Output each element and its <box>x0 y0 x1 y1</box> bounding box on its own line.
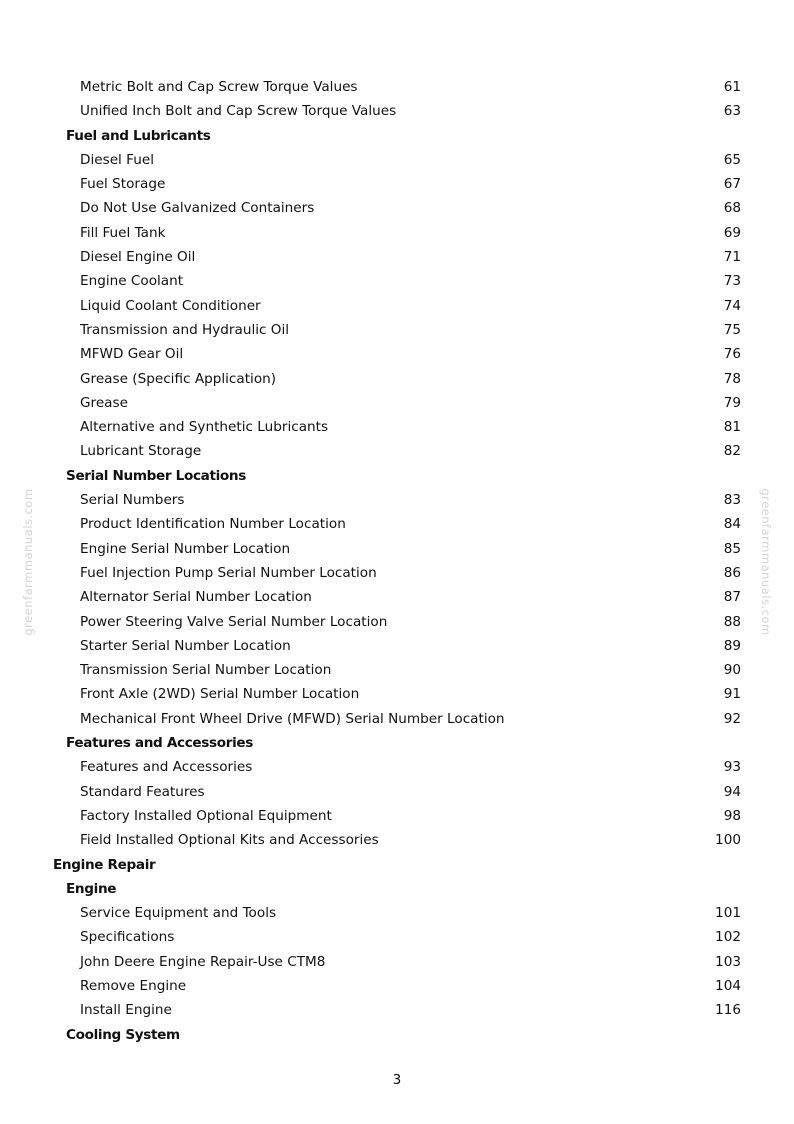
toc-entry[interactable] <box>0 901 794 925</box>
toc-entry[interactable] <box>0 415 794 439</box>
toc-entry[interactable] <box>0 488 794 512</box>
toc-entry-page: 90 <box>723 662 741 679</box>
toc-entry-page: 83 <box>723 492 741 509</box>
toc-entry-title: Engine <box>66 880 117 897</box>
toc-entry-title: Metric Bolt and Cap Screw Torque Values <box>80 79 358 95</box>
toc-entry-title: Unified Inch Bolt and Cap Screw Torque Values <box>80 103 397 120</box>
toc-entry-title: Install Engine <box>80 1002 172 1019</box>
toc-entry[interactable] <box>0 99 794 123</box>
toc-entry-page: 98 <box>723 807 741 824</box>
toc-entry-title: Specifications <box>80 929 175 946</box>
toc-entry[interactable] <box>0 537 794 561</box>
toc-entry-title: Mechanical Front Wheel Drive (MFWD) Serial Number Location <box>80 710 505 727</box>
toc-entry[interactable] <box>0 828 794 852</box>
toc-entry-page: 76 <box>723 346 741 363</box>
toc-entry-page: 102 <box>715 929 741 946</box>
toc-entry-title: Fuel Storage <box>80 176 166 193</box>
toc-entry[interactable] <box>0 755 794 779</box>
toc-entry-title: Diesel Fuel <box>80 151 154 168</box>
toc-entry-page: 88 <box>723 613 741 630</box>
toc-entry[interactable] <box>0 342 794 366</box>
toc-entry[interactable] <box>0 172 794 196</box>
toc-entry-title: Starter Serial Number Location <box>80 637 291 654</box>
toc-entry-title: Front Axle (2WD) Serial Number Location <box>80 686 360 703</box>
toc-entry-title: Transmission Serial Number Location <box>80 662 332 679</box>
toc-entry[interactable] <box>0 148 794 172</box>
toc-entry[interactable] <box>0 804 794 828</box>
toc-entry[interactable] <box>0 853 794 877</box>
toc-entry[interactable] <box>0 512 794 536</box>
toc-entry-title: Standard Features <box>80 783 205 800</box>
toc-entry-title: Engine Coolant <box>80 273 184 290</box>
toc-entry-page: 89 <box>723 637 741 654</box>
toc-entry-title: Alternator Serial Number Location <box>80 589 312 606</box>
toc-entry-title: Transmission and Hydraulic Oil <box>80 321 290 338</box>
toc-entry[interactable] <box>0 269 794 293</box>
toc-entry-page: 75 <box>723 321 741 338</box>
toc-entry-title: Power Steering Valve Serial Number Location <box>80 613 388 630</box>
toc-entry[interactable] <box>0 318 794 342</box>
toc-entry[interactable] <box>0 780 794 804</box>
toc-entry-title: Grease <box>80 394 128 411</box>
toc-entry-page: 81 <box>723 419 741 436</box>
toc-entry-page: 84 <box>723 516 741 533</box>
toc-entry[interactable] <box>0 998 794 1022</box>
toc-entry-page: 93 <box>723 759 741 776</box>
toc-entry[interactable] <box>0 634 794 658</box>
toc-entry-page: 79 <box>723 394 741 411</box>
toc-entry[interactable] <box>0 658 794 682</box>
toc-entry-title: Engine Repair <box>53 856 156 873</box>
toc-entry-title: Product Identification Number Location <box>80 516 346 533</box>
toc-entry-title: Lubricant Storage <box>80 443 202 460</box>
toc-entry-title: Do Not Use Galvanized Containers <box>80 200 315 217</box>
toc-entry-page: 65 <box>723 151 741 168</box>
toc-entry-page: 103 <box>715 953 741 970</box>
toc-entry-page: 94 <box>723 783 741 800</box>
toc-entry-title: Fill Fuel Tank <box>80 224 166 241</box>
toc-entry[interactable] <box>0 731 794 755</box>
toc-entry-page: 100 <box>715 832 741 849</box>
toc-entry-title: Features and Accessories <box>66 735 254 752</box>
toc-entry[interactable] <box>0 1023 794 1047</box>
toc-entry-title: Grease (Specific Application) <box>80 370 277 387</box>
toc-entry-title: Engine Serial Number Location <box>80 540 291 557</box>
toc-entry-page: 67 <box>723 176 741 193</box>
toc-entry[interactable] <box>0 124 794 148</box>
toc-entry-title: Alternative and Synthetic Lubricants <box>80 419 329 436</box>
toc-entry[interactable] <box>0 585 794 609</box>
toc-entry[interactable] <box>0 877 794 901</box>
toc-entry[interactable] <box>0 294 794 318</box>
toc-entry-title: Features and Accessories <box>80 759 253 776</box>
toc-entry[interactable] <box>0 196 794 220</box>
toc-entry-title: Liquid Coolant Conditioner <box>80 297 261 314</box>
toc-entry-page: 68 <box>723 200 741 217</box>
toc-entry-page: 101 <box>715 905 741 922</box>
toc-entry-title: John Deere Engine Repair-Use CTM8 <box>80 953 326 970</box>
toc-entry-title: MFWD Gear Oil <box>80 346 184 363</box>
toc-entry-title: Fuel and Lubricants <box>66 127 211 144</box>
toc-entry-page: 74 <box>723 297 741 314</box>
table-of-contents <box>0 75 794 1047</box>
toc-entry-title: Diesel Engine Oil <box>80 249 196 266</box>
toc-entry-page: 69 <box>723 224 741 241</box>
toc-entry[interactable] <box>0 925 794 949</box>
toc-entry[interactable] <box>0 561 794 585</box>
toc-entry[interactable] <box>0 439 794 463</box>
toc-entry-page: 71 <box>723 249 741 266</box>
toc-entry-page: 92 <box>723 710 741 727</box>
toc-entry-title: Fuel Injection Pump Serial Number Location <box>80 564 377 581</box>
toc-entry-title: Serial Numbers <box>80 492 185 509</box>
toc-entry[interactable] <box>0 950 794 974</box>
toc-entry-title: Serial Number Locations <box>66 467 246 484</box>
toc-entry[interactable] <box>0 464 794 488</box>
toc-entry-page: 61 <box>723 79 741 95</box>
watermark-right: greenfarmmanuals.com <box>759 488 773 636</box>
toc-entry-page: 73 <box>723 273 741 290</box>
toc-entry-title: Factory Installed Optional Equipment <box>80 807 332 824</box>
toc-entry-title: Cooling System <box>66 1026 180 1043</box>
page-number: 3 <box>392 1072 402 1088</box>
toc-entry-page: 86 <box>723 564 741 581</box>
watermark-left: greenfarmmanuals.com <box>21 488 35 636</box>
toc-entry-page: 85 <box>723 540 741 557</box>
toc-entry[interactable] <box>0 707 794 731</box>
toc-entry-page: 63 <box>723 103 741 120</box>
toc-entry-page: 91 <box>723 686 741 703</box>
toc-entry-page: 104 <box>715 977 741 994</box>
toc-entry-page: 78 <box>723 370 741 387</box>
toc-entry[interactable] <box>0 221 794 245</box>
toc-entry[interactable] <box>0 75 794 99</box>
toc-entry[interactable] <box>0 610 794 634</box>
toc-entry-title: Remove Engine <box>80 977 187 994</box>
toc-entry[interactable] <box>0 245 794 269</box>
toc-entry[interactable] <box>0 974 794 998</box>
toc-entry-title: Service Equipment and Tools <box>80 905 277 922</box>
toc-entry-page: 82 <box>723 443 741 460</box>
toc-entry[interactable] <box>0 367 794 391</box>
toc-entry-page: 116 <box>715 1002 741 1019</box>
toc-entry-page: 87 <box>723 589 741 606</box>
toc-entry[interactable] <box>0 391 794 415</box>
toc-entry-title: Field Installed Optional Kits and Accessories <box>80 832 379 849</box>
toc-entry[interactable] <box>0 682 794 706</box>
